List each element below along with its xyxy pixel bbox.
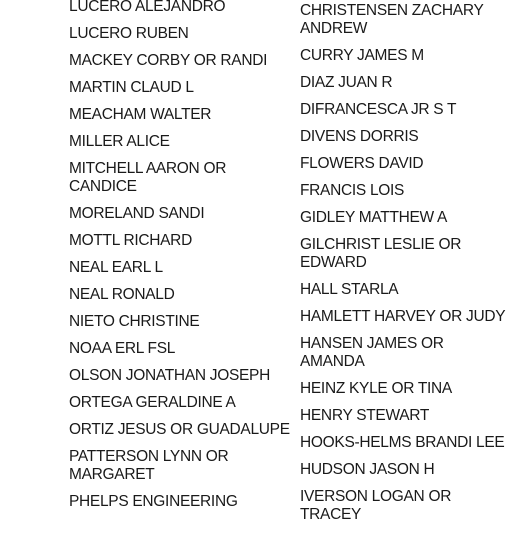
list-item: PATTERSON LYNN OR MARGARET xyxy=(69,448,229,483)
list-item: MILLER ALICE xyxy=(69,133,170,150)
list-item: LUCERO ALEJANDRO xyxy=(69,0,226,15)
list-item: MACKEY CORBY OR RANDI xyxy=(69,52,268,69)
list-item: ORTIZ JESUS OR GUADALUPE xyxy=(69,421,290,438)
list-item: FRANCIS LOIS xyxy=(300,182,405,199)
list-item: PHELPS ENGINEERING xyxy=(69,493,238,510)
list-item: HOOKS-HELMS BRANDI LEE xyxy=(300,434,505,451)
list-item: HAMLETT HARVEY OR JUDY xyxy=(300,308,506,325)
list-item: NEAL RONALD xyxy=(69,286,175,303)
list-item: IVERSON LOGAN OR TRACEY xyxy=(300,488,452,523)
name-list-left-column xyxy=(69,0,291,520)
list-item: NOAA ERL FSL xyxy=(69,340,176,357)
list-item: OLSON JONATHAN JOSEPH xyxy=(69,367,270,384)
list-item: FLOWERS DAVID xyxy=(300,155,424,172)
list-item: GILCHRIST LESLIE OR EDWARD xyxy=(300,236,462,271)
list-item: HALL STARLA xyxy=(300,281,399,298)
list-item: NIETO CHRISTINE xyxy=(69,313,200,330)
list-item: DIFRANCESCA JR S T xyxy=(300,101,457,118)
list-item: NEAL EARL L xyxy=(69,259,163,276)
list-item: GIDLEY MATTHEW A xyxy=(300,209,448,226)
list-item: HUDSON JASON H xyxy=(300,461,435,478)
list-item: DIAZ JUAN R xyxy=(300,74,393,91)
list-item: LUCERO RUBEN xyxy=(69,25,189,42)
list-item: HANSEN JAMES OR AMANDA xyxy=(300,335,444,370)
list-item: MARTIN CLAUD L xyxy=(69,79,194,96)
list-item: MEACHAM WALTER xyxy=(69,106,212,123)
list-item: MITCHELL AARON OR CANDICE xyxy=(69,160,227,195)
list-item: CURRY JAMES M xyxy=(300,47,424,64)
list-item: DIVENS DORRIS xyxy=(300,128,419,145)
list-item: MOTTL RICHARD xyxy=(69,232,192,249)
list-item: ORTEGA GERALDINE A xyxy=(69,394,236,411)
list-item: HEINZ KYLE OR TINA xyxy=(300,380,452,397)
list-item: HENRY STEWART xyxy=(300,407,430,424)
list-item: MORELAND SANDI xyxy=(69,205,205,222)
list-item: CHRISTENSEN ZACHARY ANDREW xyxy=(300,2,484,37)
name-list-right-column xyxy=(300,0,508,533)
